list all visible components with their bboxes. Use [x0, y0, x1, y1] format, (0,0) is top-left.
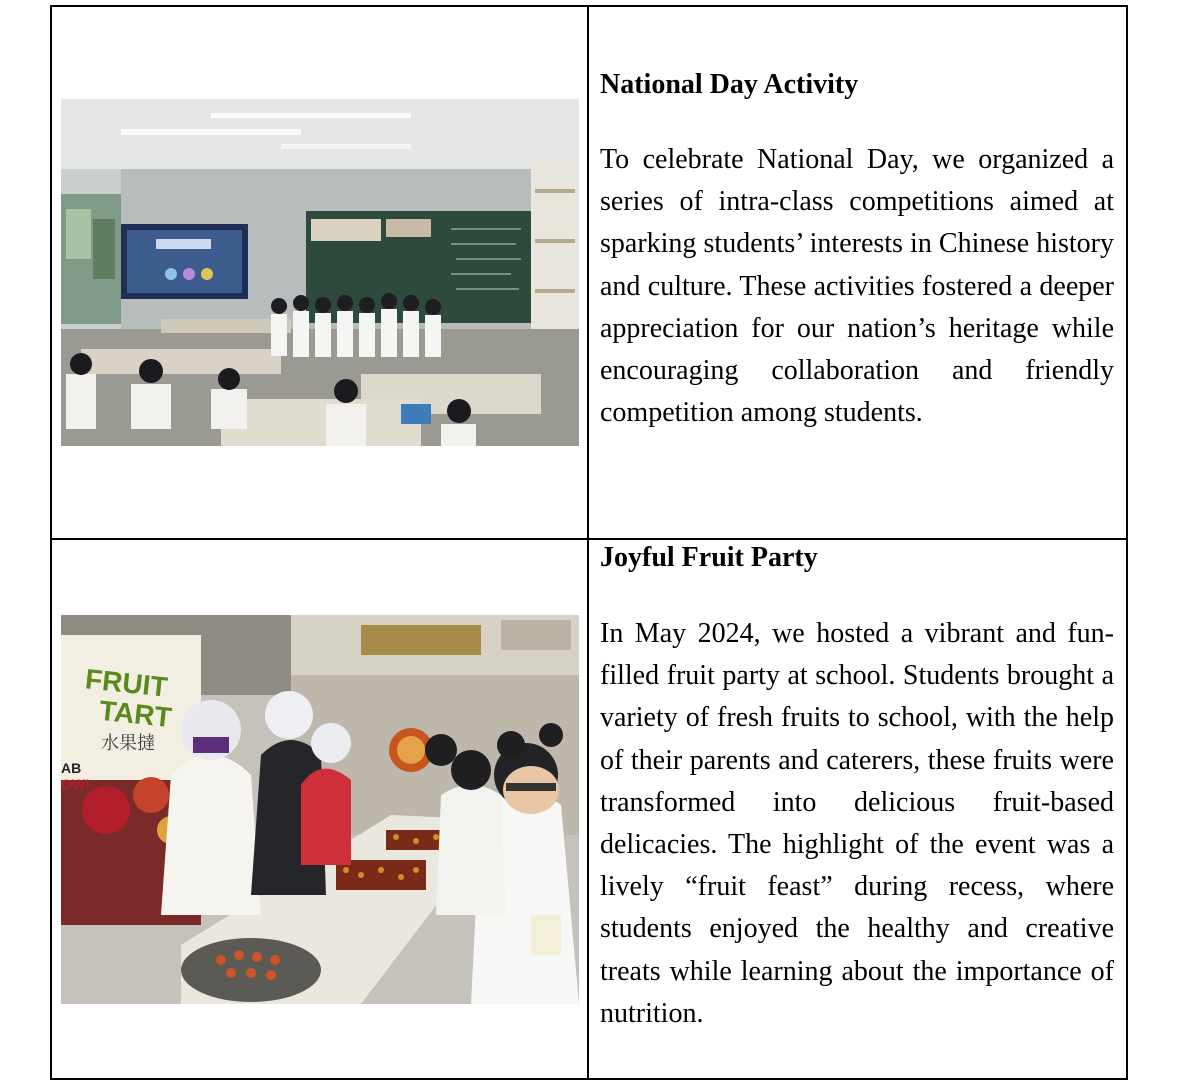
fruit-party-description: In May 2024, we hosted a vibrant and fun-filled fruit party at school. Students brought a variety of fresh fruits to school, with the help of their parents and caterers, these fruits were transformed into delicious fruit-based delicacies. The highlight of the event was a lively “fruit feast” during recess, where students enjoyed the healthy and creative treats while learning about the importance of nutrition.	[600, 618, 1114, 1029]
banner-tart-text: TART	[97, 694, 174, 734]
table-border-right	[1126, 5, 1128, 1080]
banner-chinese-text: 水果撻	[101, 733, 155, 754]
table-border-left	[50, 5, 52, 1080]
banner-fruit-text: FRUIT	[83, 663, 170, 703]
table-border-top	[50, 5, 1128, 7]
national-day-description: To celebrate National Day, we organized a series of intra-class competitions aimed at sparking students’ interests in Chinese history and culture. These activities fostered a deeper appreciation for our nation’s heritage while encouraging collaboration and friendly competition among students.	[600, 144, 1114, 429]
table-border-bottom	[50, 1078, 1128, 1080]
fruit-party-photo	[61, 615, 579, 1004]
fruit-party-title: Joyful Fruit Party	[600, 542, 818, 573]
table-border-middle	[50, 538, 1128, 540]
banner-corner-text-2: OW!	[61, 776, 90, 792]
banner-corner-text-1: AB	[61, 760, 82, 776]
national-day-title: National Day Activity	[600, 69, 859, 100]
table-border-center	[587, 5, 589, 1080]
national-day-classroom-photo	[61, 99, 579, 446]
